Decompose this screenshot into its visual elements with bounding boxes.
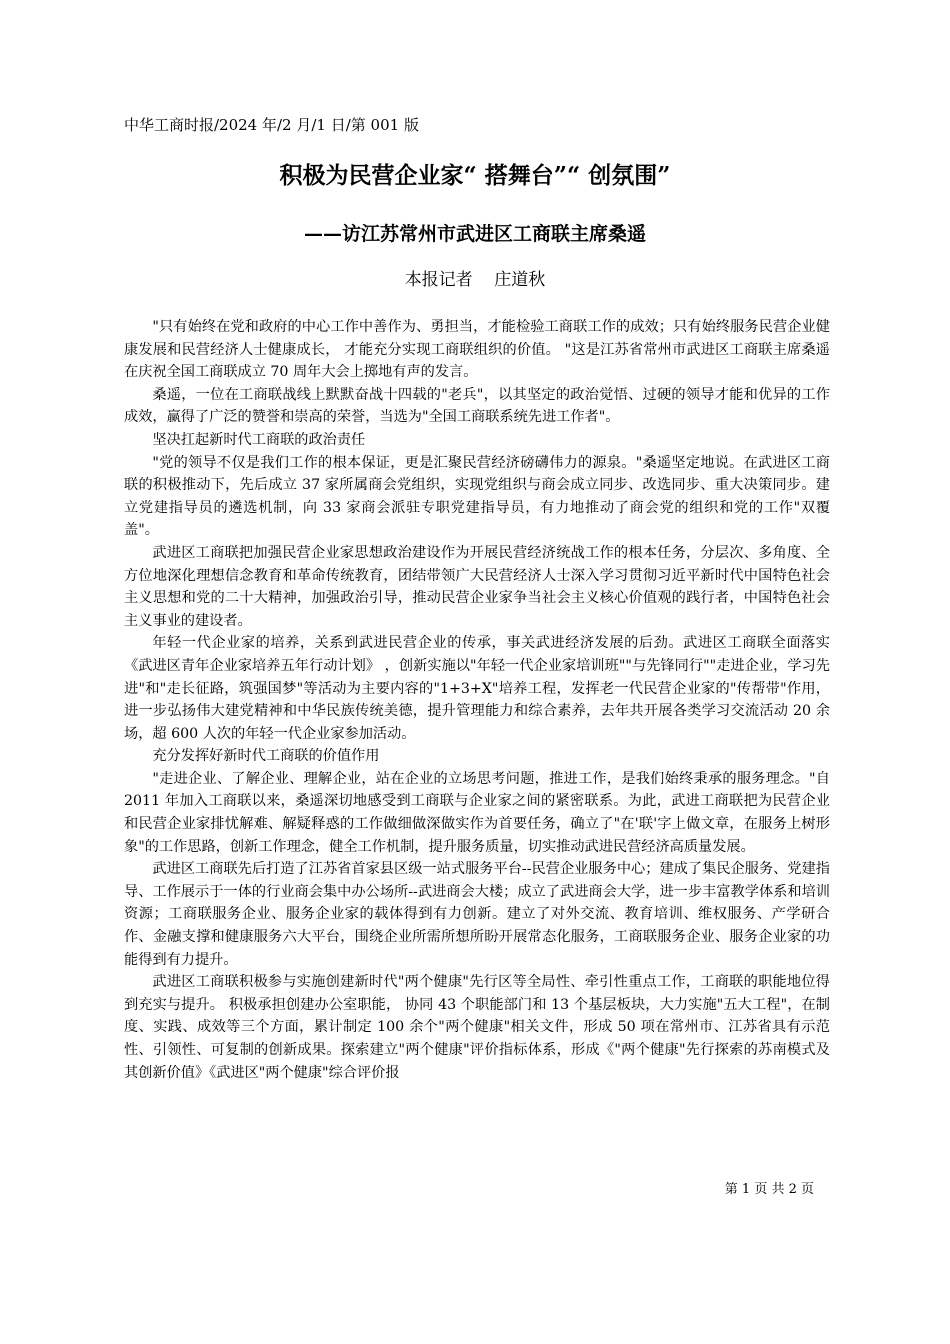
section-heading: 充分发挥好新时代工商联的价值作用 [152, 748, 380, 765]
body-paragraph: 武进区工商联先后打造了江苏省首家县区级一站式服务平台--民营企业服务中心；建成了集民企服务、党建指导、工作展示于一体的行业商会集中办公场所--武进商会大楼；成立了武进商会大学，进一步丰富教学体系和培训资源；工商联服务企业、服务企业家的载体得到有力创新。建立了对外交流、教育培训、维权服务、产学研合作、金融支撑和健康服务六大平台，围绕企业所需所想所盼开展常态化服务，工商联服务企业、服务企业家的功能得到有力提升。 [124, 861, 830, 968]
body-paragraph: "走进企业、了解企业、理解企业，站在企业的立场思考问题，推进工作，是我们始终秉承的服务理念。"自 2011 年加入工商联以来，桑遥深切地感受到工商联与企业家之间的紧密联系。为此，武进工商联把为民营企业和民营企业家排忧解难、解疑释惑的工作做细做深做实作为首要任务，确立了"在'联'字上做文章，在服务上树形象"的工作思路，创新工作理念，健全工作机制，提升服务质量，切实推动武进民营经济高质量发展。 [124, 770, 830, 855]
body-paragraph: 武进区工商联把加强民营企业家思想政治建设作为开展民营经济统战工作的根本任务，分层次、多角度、全方位地深化理想信念教育和革命传统教育，团结带领广大民营经济人士深入学习贯彻习近平新时代中国特色社会主义思想和党的二十大精神，加强政治引导，推动民营企业家争当社会主义核心价值观的践行者，中国特色社会主义事业的建设者。 [124, 544, 830, 629]
page-number: 第 1 页 共 2 页 [724, 1182, 814, 1197]
body-paragraph: 桑遥，一位在工商联战线上默默奋战十四载的"老兵"，以其坚定的政治觉悟、过硬的领导才能和优异的工作成效，赢得了广泛的赞誉和崇高的荣誉，当选为"全国工商联系统先进工作者"。 [124, 386, 830, 426]
article-byline: 本报记者 庄道秋 [404, 270, 546, 290]
body-paragraph: "只有始终在党和政府的中心工作中善作为、勇担当，才能检验工商联工作的成效；只有始终服务民营企业健康发展和民营经济人士健康成长， 才能充分实现工商联组织的价值。 "这是江苏省常州市武进区工商联主席桑遥在庆祝全国工商联成立 70 周年大会上掷地有声的发言。 [124, 319, 830, 381]
article-body [124, 316, 830, 1084]
body-paragraph: 年轻一代企业家的培养，关系到武进民营企业的传承，事关武进经济发展的后劲。武进区工商联全面落实《武进区青年企业家培养五年行动计划》 ，创新实施以"年轻一代企业家培训班""与先锋同行""走进企业，学习先进"和"走长征路，筑强国梦"等活动为主要内容的"1+3+X"培养工程，发挥老一代民营企业家的"传帮带"作用，进一步弘扬伟大建党精神和中华民族传统美德，提升管理能力和综合素养，去年共开展各类学习交流活动 20 余场，超 600 人次的年轻一代企业家参加活动。 [124, 635, 830, 742]
body-paragraph: 武进区工商联积极参与实施创建新时代"两个健康"先行区等全局性、牵引性重点工作，工商联的职能地位得到充实与提升。 积极承担创建办公室职能， 协同 43 个职能部门和 13 个基层板块，大力实施"五大工程"，在制度、实践、成效等三个方面，累计制定 100 余个"两个健康"相关文件，形成 50 项在常州市、江苏省具有示范性、引领性、可复制的创新成果。探索建立"两个健康"评价指标体系，形成《"两个健康"先行探索的苏南模式及其创新价值》《武进区"两个健康"综合评价报 [124, 974, 830, 1081]
body-paragraph: "党的领导不仅是我们工作的根本保证，更是汇聚民营经济磅礴伟力的源泉。"桑遥坚定地说。在武进区工商联的积极推动下，先后成立 37 家所属商会党组织，实现党组织与商会成立同步、改选同步、重大决策同步。建立党建指导员的遴选机制，向 33 家商会派驻专职党建指导员，有力地推动了商会党的组织和党的工作"双覆盖"。 [124, 454, 830, 539]
newspaper-source-line: 中华工商时报/2024 年/2 月/1 日/第 001 版 [124, 116, 419, 134]
article-title: 积极为民营企业家“ 搭舞台”“ 创氛围” [279, 162, 671, 189]
section-heading: 坚决扛起新时代工商联的政治责任 [152, 431, 366, 448]
article-subtitle: ——访江苏常州市武进区工商联主席桑遥 [303, 223, 646, 245]
